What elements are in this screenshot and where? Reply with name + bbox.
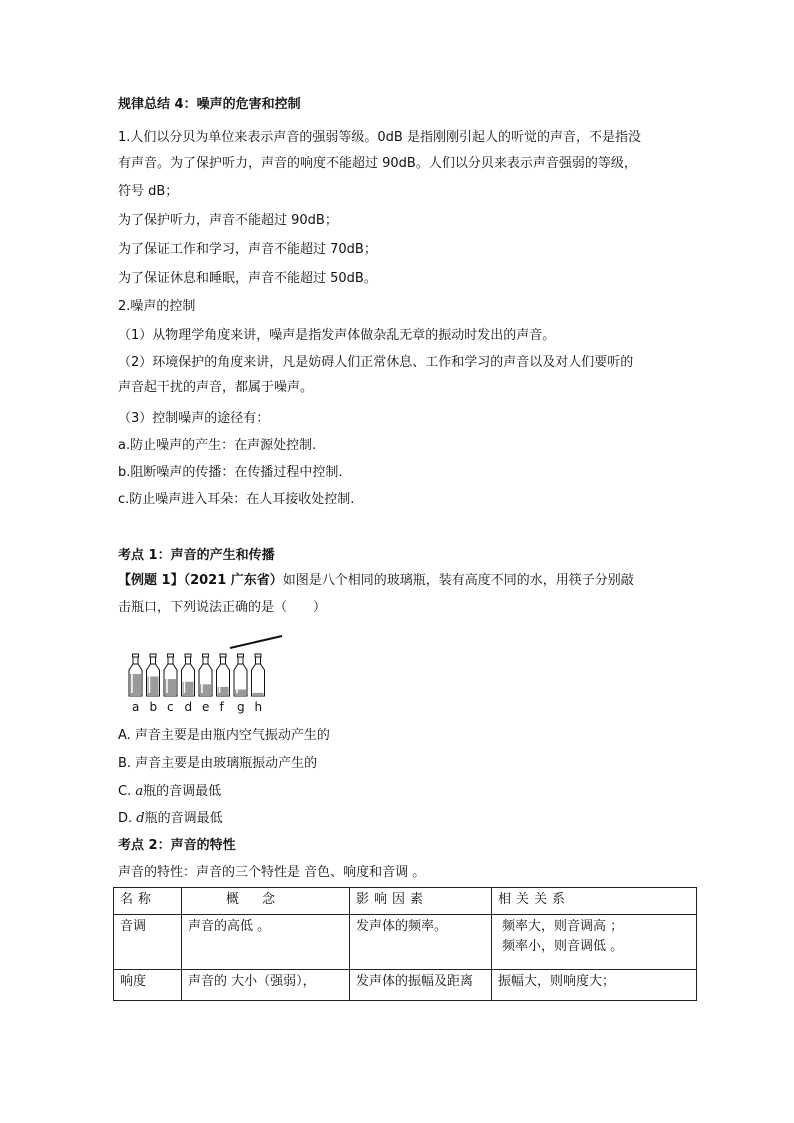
header-concept: 概 念 bbox=[182, 888, 350, 915]
paragraph-line: 为了保护听力，声音不能超过 90dB； bbox=[118, 213, 338, 228]
header-factor: 影响因素 bbox=[350, 888, 492, 915]
chopstick bbox=[230, 636, 282, 648]
section-title-kaodian1: 考点 1：声音的产生和传播 bbox=[118, 548, 275, 563]
option-c-label: C. bbox=[118, 784, 132, 799]
option-d-variable: d bbox=[136, 811, 145, 826]
paragraph-line: a.防止噪声的产生：在声源处控制. bbox=[118, 438, 317, 453]
option-b: B. 声音主要是由玻璃瓶振动产生的 bbox=[118, 756, 318, 771]
header-name: 名称 bbox=[114, 888, 182, 915]
bottle bbox=[252, 654, 265, 696]
bottle-label: a bbox=[132, 700, 140, 714]
bottle-label: g bbox=[237, 700, 245, 714]
subheading: 2.噪声的控制 bbox=[118, 299, 196, 314]
cell-relation: 振幅大，则响度大； bbox=[492, 970, 697, 1001]
cell-concept: 声音的高低 。 bbox=[182, 915, 350, 970]
example-stem bbox=[118, 573, 634, 589]
bottle bbox=[164, 654, 177, 696]
bottle bbox=[199, 654, 212, 696]
section-title-noise: 规律总结 4：噪声的危害和控制 bbox=[118, 97, 301, 112]
bottle bbox=[129, 654, 142, 696]
paragraph-line: b.阻断噪声的传播：在传播过程中控制. bbox=[118, 465, 343, 480]
option-c-text: 瓶的音调最低 bbox=[143, 784, 222, 799]
example-stem-text: 如图是八个相同的玻璃瓶，装有高度不同的水，用筷子分别敲 bbox=[282, 573, 634, 588]
paragraph-line: 击瓶口，下列说法正确的是（ ） bbox=[118, 600, 327, 615]
cell-name: 响度 bbox=[114, 970, 182, 1001]
paragraph-line: （3）控制噪声的途径有： bbox=[118, 411, 270, 426]
bottle bbox=[217, 654, 230, 696]
table-header-row bbox=[114, 888, 697, 915]
cell-factor: 发声体的振幅及距离 bbox=[350, 970, 492, 1001]
paragraph-line: 为了保证工作和学习，声音不能超过 70dB； bbox=[118, 242, 377, 257]
relation-line: 频率小，则音调低 。 bbox=[502, 939, 624, 954]
example-tag: 【例题 1】 bbox=[118, 573, 184, 588]
table-row bbox=[114, 915, 697, 970]
option-c bbox=[118, 784, 221, 800]
bottle-label: e bbox=[202, 700, 210, 714]
option-d-text: 瓶的音调最低 bbox=[144, 811, 223, 826]
option-c-variable: a bbox=[135, 784, 144, 799]
relation-line: 频率大，则音调高 ； bbox=[502, 919, 624, 934]
bottle bbox=[147, 654, 160, 696]
bottle-label: d bbox=[184, 700, 193, 714]
bottle bbox=[234, 654, 247, 696]
paragraph-line: 有声音。为了保护听力，声音的响度不能超过 90dB。人们以分贝来表示声音强弱的等级， bbox=[118, 156, 637, 171]
cell-name: 音调 bbox=[114, 915, 182, 970]
option-d-label: D. bbox=[118, 811, 133, 826]
paragraph-line: 声音起干扰的声音，都属于噪声。 bbox=[118, 380, 314, 395]
cell-concept: 声音的 大小（强弱）， bbox=[182, 970, 350, 1001]
bottle-label: h bbox=[254, 700, 263, 714]
paragraph-line: （2）环境保护的角度来讲，凡是妨碍人们正常休息、工作和学习的声音以及对人们要听的 bbox=[118, 355, 634, 370]
bottle-labels bbox=[126, 700, 266, 716]
section-title-kaodian2: 考点 2：声音的特性 bbox=[118, 838, 236, 853]
paragraph-line: （1）从物理学角度来讲，噪声是指发声体做杂乱无章的振动时发出的声音。 bbox=[118, 328, 556, 343]
option-d bbox=[118, 811, 223, 827]
paragraph-line: c.防止噪声进入耳朵：在人耳接收处控制. bbox=[118, 492, 355, 507]
example-source: （2021 广东省） bbox=[183, 573, 283, 588]
paragraph-line: 为了保证休息和睡眠，声音不能超过 50dB。 bbox=[118, 271, 377, 286]
bottle-label: b bbox=[149, 700, 158, 714]
bottle-label: f bbox=[219, 700, 224, 714]
sound-properties-table bbox=[113, 887, 697, 1001]
cell-relation bbox=[492, 915, 697, 970]
bottle bbox=[182, 654, 195, 696]
paragraph-line: 1.人们以分贝为单位来表示声音的强弱等级。0dB 是指刚刚引起人的听觉的声音，不是指没 bbox=[118, 130, 641, 145]
header-relation: 相关关系 bbox=[492, 888, 697, 915]
paragraph-line: 符号 dB； bbox=[118, 184, 179, 199]
bottle-water bbox=[253, 693, 264, 696]
option-a: A. 声音主要是由瓶内空气振动产生的 bbox=[118, 728, 330, 743]
cell-factor: 发声体的频率。 bbox=[350, 915, 492, 970]
bottle-label: c bbox=[167, 700, 174, 714]
paragraph-line: 声音的特性：声音的三个特性是 音色、响度和音调 。 bbox=[118, 865, 426, 880]
table-row bbox=[114, 970, 697, 1001]
